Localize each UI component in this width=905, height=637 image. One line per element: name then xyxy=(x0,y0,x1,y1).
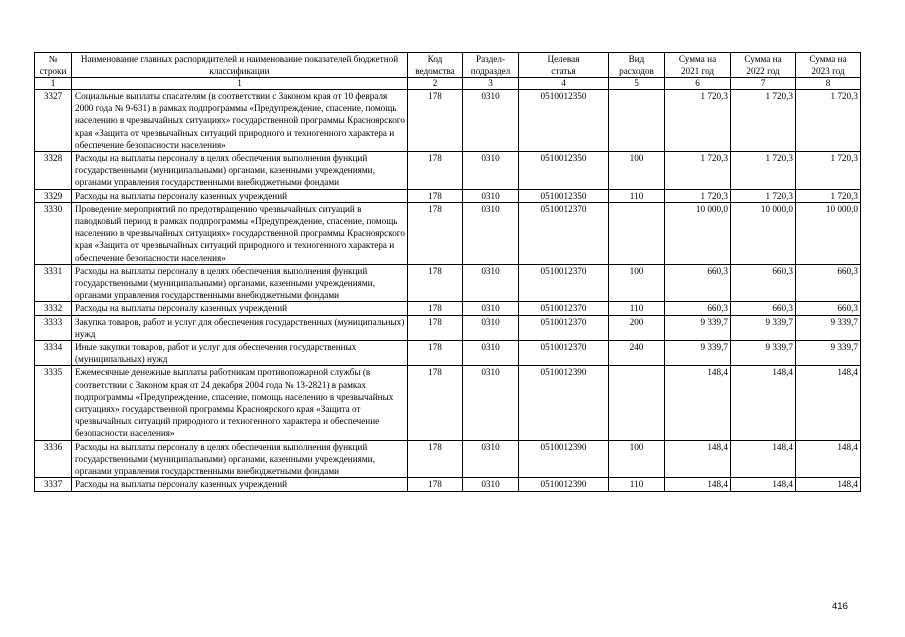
row-sum-2022: 660,3 xyxy=(731,302,796,315)
row-sum-2022: 1 720,3 xyxy=(731,189,796,202)
row-number: 3328 xyxy=(35,152,72,190)
row-expense-type: 100 xyxy=(609,152,665,190)
row-section: 0310 xyxy=(463,315,519,340)
row-expense-type: 100 xyxy=(609,440,665,478)
row-number: 3329 xyxy=(35,189,72,202)
header-sum-2022: Сумма на 2022 год xyxy=(731,53,796,78)
row-target-article: 0510012370 xyxy=(519,315,609,340)
table-row xyxy=(35,440,861,478)
row-sum-2023: 1 720,3 xyxy=(796,90,861,152)
row-sum-2023: 9 339,7 xyxy=(796,341,861,366)
table-row xyxy=(35,315,861,340)
row-section: 0310 xyxy=(463,264,519,302)
table-row xyxy=(35,264,861,302)
row-department-code: 178 xyxy=(408,315,463,340)
row-department-code: 178 xyxy=(408,478,463,491)
header-section: Раздел- подраздел xyxy=(463,53,519,78)
row-department-code: 178 xyxy=(408,152,463,190)
row-target-article: 0510012370 xyxy=(519,302,609,315)
row-department-code: 178 xyxy=(408,302,463,315)
row-name: Иные закупки товаров, работ и услуг для обеспечения государственных (муниципальных) нужд xyxy=(72,341,408,366)
row-number: 3327 xyxy=(35,90,72,152)
row-target-article: 0510012370 xyxy=(519,341,609,366)
column-number: 3 xyxy=(463,78,519,90)
row-number: 3335 xyxy=(35,366,72,440)
row-section: 0310 xyxy=(463,90,519,152)
column-number-row xyxy=(35,78,861,90)
header-expense-type: Вид расходов xyxy=(609,53,665,78)
row-expense-type: 100 xyxy=(609,264,665,302)
row-target-article: 0510012350 xyxy=(519,189,609,202)
row-name: Социальные выплаты спасателям (в соответствии с Законом края от 10 февраля 2000 года № 9-631) в рамках подпрограммы «Предупреждение, спасение, помощь населению в чрезвычайных ситуациях» государственной программы Красноярского края «Защита от чрезвычайных ситуаций природного и техногенного характера и обеспечение безопасности населения» xyxy=(72,90,408,152)
row-target-article: 0510012370 xyxy=(519,202,609,264)
row-name: Расходы на выплаты персоналу казенных учреждений xyxy=(72,189,408,202)
table-row xyxy=(35,302,861,315)
row-sum-2022: 660,3 xyxy=(731,264,796,302)
row-expense-type xyxy=(609,366,665,440)
row-department-code: 178 xyxy=(408,366,463,440)
header-department-code: Код ведомства xyxy=(408,53,463,78)
row-sum-2023: 660,3 xyxy=(796,264,861,302)
row-sum-2022: 1 720,3 xyxy=(731,152,796,190)
row-expense-type xyxy=(609,90,665,152)
row-department-code: 178 xyxy=(408,189,463,202)
row-expense-type: 110 xyxy=(609,478,665,491)
table-row xyxy=(35,366,861,440)
row-section: 0310 xyxy=(463,202,519,264)
row-sum-2023: 1 720,3 xyxy=(796,189,861,202)
row-department-code: 178 xyxy=(408,90,463,152)
row-target-article: 0510012350 xyxy=(519,152,609,190)
row-sum-2022: 148,4 xyxy=(731,478,796,491)
column-number: 7 xyxy=(731,78,796,90)
column-number: 1 xyxy=(72,78,408,90)
column-number: 2 xyxy=(408,78,463,90)
row-expense-type: 110 xyxy=(609,302,665,315)
row-sum-2023: 148,4 xyxy=(796,440,861,478)
row-name: Расходы на выплаты персоналу в целях обеспечения выполнения функций государственными (муниципальными) органами, казенными учреждениями, органами управления государственными внебюджетными фондами xyxy=(72,440,408,478)
row-name: Расходы на выплаты персоналу казенных учреждений xyxy=(72,302,408,315)
row-department-code: 178 xyxy=(408,264,463,302)
header-row-number: № строки xyxy=(35,53,72,78)
column-number: 6 xyxy=(665,78,731,90)
row-sum-2021: 1 720,3 xyxy=(665,152,731,190)
budget-table xyxy=(34,52,861,492)
row-sum-2021: 148,4 xyxy=(665,478,731,491)
row-name: Проведение мероприятий по предотвращению чрезвычайных ситуаций в паводковый период в рамках подпрограммы «Предупреждение, спасение, помощь населению в чрезвычайных ситуациях» государственной программы Красноярского края «Защита от чрезвычайных ситуаций природного и техногенного характера и обеспечение безопасности населения» xyxy=(72,202,408,264)
row-number: 3333 xyxy=(35,315,72,340)
row-sum-2023: 148,4 xyxy=(796,478,861,491)
row-name: Расходы на выплаты персоналу в целях обеспечения выполнения функций государственными (муниципальными) органами, казенными учреждениями, органами управления государственными внебюджетными фондами xyxy=(72,264,408,302)
row-sum-2021: 148,4 xyxy=(665,366,731,440)
table-row xyxy=(35,341,861,366)
row-number: 3336 xyxy=(35,440,72,478)
header-row xyxy=(35,53,861,78)
row-section: 0310 xyxy=(463,189,519,202)
row-target-article: 0510012390 xyxy=(519,366,609,440)
row-sum-2023: 148,4 xyxy=(796,366,861,440)
row-section: 0310 xyxy=(463,440,519,478)
row-sum-2021: 148,4 xyxy=(665,440,731,478)
row-sum-2022: 10 000,0 xyxy=(731,202,796,264)
page-number: 416 xyxy=(832,601,848,612)
row-sum-2023: 9 339,7 xyxy=(796,315,861,340)
row-sum-2021: 660,3 xyxy=(665,302,731,315)
row-target-article: 0510012390 xyxy=(519,478,609,491)
row-expense-type: 240 xyxy=(609,341,665,366)
row-target-article: 0510012350 xyxy=(519,90,609,152)
table-row xyxy=(35,90,861,152)
row-sum-2023: 1 720,3 xyxy=(796,152,861,190)
row-sum-2021: 9 339,7 xyxy=(665,341,731,366)
row-sum-2021: 660,3 xyxy=(665,264,731,302)
header-sum-2021: Сумма на 2021 год xyxy=(665,53,731,78)
row-department-code: 178 xyxy=(408,440,463,478)
row-name: Закупка товаров, работ и услуг для обеспечения государственных (муниципальных) нужд xyxy=(72,315,408,340)
row-number: 3331 xyxy=(35,264,72,302)
row-sum-2021: 9 339,7 xyxy=(665,315,731,340)
row-sum-2023: 660,3 xyxy=(796,302,861,315)
row-sum-2021: 1 720,3 xyxy=(665,90,731,152)
row-expense-type: 200 xyxy=(609,315,665,340)
row-target-article: 0510012390 xyxy=(519,440,609,478)
header-name: Наименование главных распорядителей и наименование показателей бюджетной классификации xyxy=(72,53,408,78)
row-expense-type xyxy=(609,202,665,264)
row-name: Расходы на выплаты персоналу казенных учреждений xyxy=(72,478,408,491)
row-sum-2022: 148,4 xyxy=(731,440,796,478)
row-department-code: 178 xyxy=(408,202,463,264)
row-section: 0310 xyxy=(463,302,519,315)
table-row xyxy=(35,478,861,491)
column-number: 5 xyxy=(609,78,665,90)
row-section: 0310 xyxy=(463,152,519,190)
row-sum-2022: 9 339,7 xyxy=(731,315,796,340)
row-name: Ежемесячные денежные выплаты работникам противопожарной службы (в соответствии с Законом края от 24 декабря 2004 года № 13-2821) в рамках подпрограммы «Предупреждение, спасение, помощь населению в чрезвычайных ситуациях» государственной программы Красноярского края «Защита от чрезвычайных ситуаций природного и техногенного характера и обеспечение безопасности населения» xyxy=(72,366,408,440)
column-number: 1 xyxy=(35,78,72,90)
row-sum-2022: 1 720,3 xyxy=(731,90,796,152)
table-row xyxy=(35,202,861,264)
row-number: 3330 xyxy=(35,202,72,264)
budget-table-container xyxy=(34,52,861,492)
row-expense-type: 110 xyxy=(609,189,665,202)
row-sum-2023: 10 000,0 xyxy=(796,202,861,264)
row-sum-2021: 10 000,0 xyxy=(665,202,731,264)
header-target-article: Целевая статья xyxy=(519,53,609,78)
row-number: 3334 xyxy=(35,341,72,366)
row-section: 0310 xyxy=(463,478,519,491)
row-number: 3337 xyxy=(35,478,72,491)
row-department-code: 178 xyxy=(408,341,463,366)
row-sum-2022: 9 339,7 xyxy=(731,341,796,366)
row-target-article: 0510012370 xyxy=(519,264,609,302)
table-row xyxy=(35,189,861,202)
table-row xyxy=(35,152,861,190)
row-name: Расходы на выплаты персоналу в целях обеспечения выполнения функций государственными (муниципальными) органами, казенными учреждениями, органами управления государственными внебюджетными фондами xyxy=(72,152,408,190)
header-sum-2023: Сумма на 2023 год xyxy=(796,53,861,78)
column-number: 8 xyxy=(796,78,861,90)
row-section: 0310 xyxy=(463,366,519,440)
row-sum-2022: 148,4 xyxy=(731,366,796,440)
row-number: 3332 xyxy=(35,302,72,315)
row-section: 0310 xyxy=(463,341,519,366)
column-number: 4 xyxy=(519,78,609,90)
row-sum-2021: 1 720,3 xyxy=(665,189,731,202)
